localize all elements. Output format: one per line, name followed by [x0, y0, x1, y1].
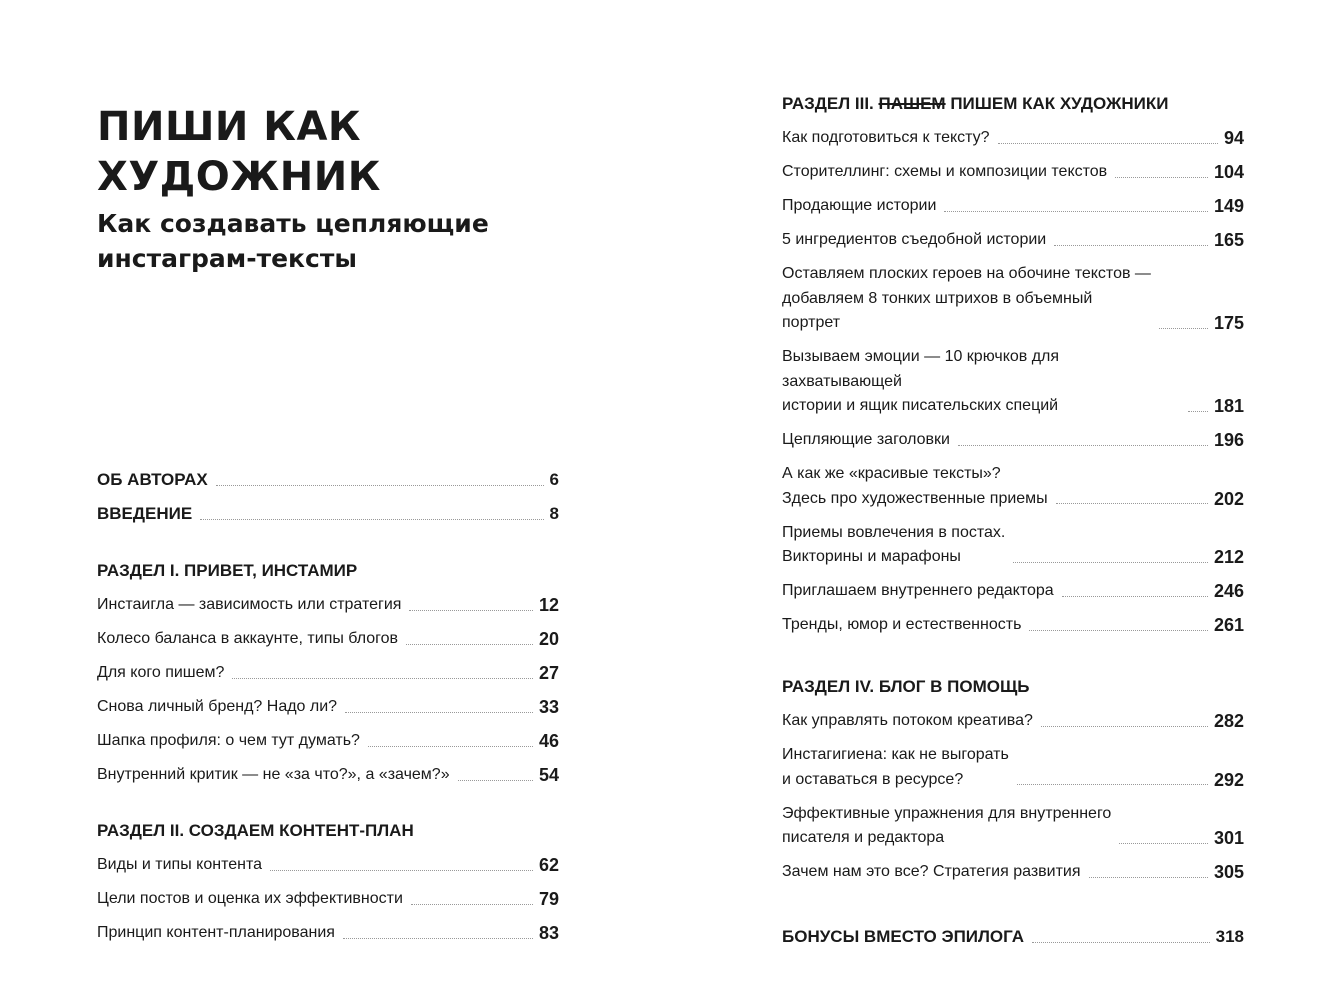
entry-title-line: БОНУСЫ ВМЕСТО ЭПИЛОГА	[782, 927, 1025, 946]
section-title: РАЗДЕЛ I. ПРИВЕТ, ИНСТАМИР	[97, 561, 358, 580]
page-number: 33	[538, 697, 559, 717]
leader-dots	[458, 780, 533, 781]
page-number: 20	[538, 629, 559, 649]
leader-dots	[1089, 877, 1208, 878]
toc-entry[interactable]	[782, 860, 1244, 885]
leader-dots	[232, 678, 533, 679]
entry-title	[97, 921, 335, 946]
entry-title-line: портрет	[782, 314, 841, 331]
entry-title-line: ОБ АВТОРАХ	[97, 470, 208, 489]
page-number: 83	[538, 923, 559, 943]
entry-title-line: Зачем нам это все? Стратегия развития	[782, 863, 1081, 880]
entry-title-line: Как управлять потоком креатива?	[782, 712, 1033, 729]
page-number: 46	[538, 731, 559, 751]
entry-title-line: Колесо баланса в аккаунте, типы блогов	[97, 630, 399, 647]
page-number: 196	[1213, 430, 1244, 450]
section-entries	[782, 126, 1244, 638]
toc-entry[interactable]	[97, 593, 559, 618]
section-entries	[97, 593, 559, 788]
leader-dots	[406, 644, 533, 645]
book-subtitle	[97, 206, 559, 276]
toc-entry[interactable]	[97, 695, 559, 720]
leader-dots	[270, 870, 533, 871]
entry-title	[782, 126, 990, 151]
section-3	[782, 92, 1244, 647]
entry-title-line: и оставаться в ресурсе?	[782, 770, 964, 788]
toc-entry[interactable]	[782, 126, 1244, 151]
page-number: 27	[538, 663, 559, 683]
page-number: 165	[1213, 230, 1244, 250]
toc-entry[interactable]	[782, 462, 1244, 511]
entry-title-line: Эффективные упражнения для внутреннего	[782, 804, 1112, 822]
section-title	[782, 92, 1244, 117]
page-number: 12	[538, 595, 559, 615]
leader-dots	[1188, 411, 1208, 412]
toc-entry[interactable]	[782, 160, 1244, 185]
section-2	[97, 819, 559, 955]
entry-title	[782, 579, 1054, 604]
left-page	[97, 102, 559, 955]
entry-title	[782, 709, 1033, 734]
entry-title-line: Снова личный бренд? Надо ли?	[97, 698, 338, 715]
entry-title-line: истории и ящик писательских специй	[782, 397, 1059, 414]
page-number: 149	[1213, 196, 1244, 216]
page-number: 318	[1215, 927, 1244, 946]
entry-title-line: Викторины и марафоны	[782, 548, 961, 565]
entry-title-line: Принцип контент-планирования	[97, 924, 335, 941]
toc-entry[interactable]	[782, 345, 1244, 419]
entry-title-line: Цели постов и оценка их эффективности	[97, 890, 403, 907]
entry-title-line: Оставляем плоских героев на обочине текстов —	[782, 265, 1151, 282]
entry-title-line: Инстаигла — зависимость или стратегия	[97, 596, 402, 613]
entry-title	[782, 428, 950, 453]
leader-dots	[200, 519, 543, 520]
page-number: 79	[538, 889, 559, 909]
leader-dots	[958, 445, 1208, 446]
leader-dots	[368, 746, 533, 747]
entry-title	[97, 695, 337, 720]
section-title: РАЗДЕЛ IV. БЛОГ В ПОМОЩЬ	[782, 677, 1030, 696]
page-number: 175	[1213, 313, 1244, 333]
toc-entry[interactable]	[97, 502, 559, 527]
leader-dots	[411, 904, 533, 905]
entry-title-line: Вызываем эмоции — 10 крючков для захватывающей	[782, 348, 1060, 390]
section-entries	[97, 853, 559, 946]
entry-title-line: Здесь про художественные приемы	[782, 489, 1048, 507]
entry-title	[97, 661, 224, 686]
section-title: РАЗДЕЛ II. СОЗДАЕМ КОНТЕНТ-ПЛАН	[97, 821, 414, 840]
entry-title-line: Продающие истории	[782, 197, 937, 214]
section-title-struck: ПАШЕМ	[878, 94, 946, 113]
entry-title-line: Для кого пишем?	[97, 664, 225, 681]
entry-title	[97, 627, 398, 652]
leader-dots	[216, 485, 544, 486]
page-number: 202	[1213, 488, 1244, 509]
toc-entry[interactable]	[782, 743, 1244, 792]
entry-title-line: ВВЕДЕНИЕ	[97, 504, 193, 523]
entry-title-line: Приглашаем внутреннего редактора	[782, 582, 1054, 599]
leader-dots	[1115, 177, 1208, 178]
entry-title	[782, 194, 936, 219]
toc-entry[interactable]	[782, 262, 1244, 336]
toc-entry[interactable]	[97, 921, 559, 946]
entry-title	[782, 613, 1021, 638]
leader-dots	[1029, 630, 1208, 631]
subtitle-line: инстаграм-тексты	[97, 244, 357, 273]
entry-title	[782, 925, 1024, 950]
entry-title-line: Как подготовиться к тексту?	[782, 129, 990, 146]
page-number: 261	[1213, 615, 1244, 635]
entry-title	[782, 860, 1081, 885]
right-page	[782, 92, 1244, 959]
toc-entry[interactable]	[782, 228, 1244, 253]
entry-title-line: Тренды, юмор и естественность	[782, 616, 1022, 633]
toc-entry[interactable]	[97, 729, 559, 754]
entry-title-line: Внутренний критик — не «за что?», а «зачем?»	[97, 766, 450, 783]
entry-title-line: Сторителлинг: схемы и композиции текстов	[782, 163, 1108, 180]
entry-title-line: Цепляющие заголовки	[782, 431, 950, 448]
subtitle-line: Как создавать цепляющие	[97, 209, 489, 238]
toc-entry[interactable]	[782, 194, 1244, 219]
book-title: ПИШИ КАК ХУДОЖНИК	[97, 104, 381, 200]
page-number: 54	[538, 765, 559, 785]
page-number: 212	[1213, 547, 1244, 567]
entry-title	[97, 502, 192, 527]
section-entries	[782, 709, 1244, 885]
toc-entry[interactable]	[782, 579, 1244, 604]
leader-dots	[345, 712, 533, 713]
front-matter	[97, 468, 559, 536]
entry-title	[782, 802, 1111, 851]
entry-title	[782, 462, 1048, 511]
entry-title	[97, 468, 208, 493]
entry-title-line: А как же «красивые тексты»?	[782, 465, 1001, 482]
page-number: 301	[1213, 828, 1244, 848]
toc-entry[interactable]	[782, 709, 1244, 734]
leader-dots	[1013, 562, 1208, 563]
entry-title	[782, 521, 1005, 570]
toc-entry[interactable]	[97, 887, 559, 912]
page-number: 8	[549, 504, 559, 523]
section-4	[782, 675, 1244, 894]
entry-title-line: Инстагигиена: как не выгорать	[782, 746, 1009, 763]
section-title-rest: ПИШЕМ КАК ХУДОЖНИКИ	[950, 94, 1169, 113]
leader-dots	[1159, 328, 1208, 329]
toc-entry[interactable]	[782, 521, 1244, 570]
toc-entry[interactable]	[782, 428, 1244, 453]
leader-dots	[1041, 726, 1208, 727]
back-matter	[782, 925, 1244, 959]
entry-title	[782, 262, 1151, 336]
leader-dots	[343, 938, 533, 939]
leader-dots	[998, 143, 1218, 144]
page-number: 94	[1223, 128, 1244, 148]
toc-entry[interactable]	[97, 627, 559, 652]
page-number: 181	[1213, 396, 1244, 416]
entry-title-line: Виды и типы контента	[97, 856, 262, 873]
leader-dots	[944, 211, 1208, 212]
entry-title-line: Шапка профиля: о чем тут думать?	[97, 732, 360, 749]
leader-dots	[1062, 596, 1208, 597]
leader-dots	[1054, 245, 1208, 246]
page-number: 305	[1213, 862, 1244, 882]
leader-dots	[1017, 784, 1208, 785]
section-title-prefix: РАЗДЕЛ III.	[782, 94, 874, 113]
entry-title	[97, 763, 450, 788]
entry-title	[97, 887, 403, 912]
page-number: 62	[538, 855, 559, 875]
page-number: 104	[1213, 162, 1244, 182]
entry-title	[782, 345, 1180, 419]
leader-dots	[409, 610, 533, 611]
section-1	[97, 559, 559, 797]
entry-title-line: 5 ингредиентов съедобной истории	[782, 231, 1047, 248]
entry-title	[97, 729, 360, 754]
entry-title	[782, 160, 1107, 185]
page-number: 246	[1213, 581, 1244, 601]
toc-entry[interactable]	[782, 802, 1244, 851]
toc-entry[interactable]	[782, 613, 1244, 638]
toc-entry[interactable]	[782, 925, 1244, 950]
entry-title	[97, 593, 401, 618]
toc-entry[interactable]	[97, 853, 559, 878]
toc-entry[interactable]	[97, 468, 559, 493]
page-number: 6	[549, 470, 559, 489]
toc-entry[interactable]	[97, 661, 559, 686]
page-number: 292	[1213, 769, 1244, 790]
leader-dots	[1032, 942, 1210, 943]
entry-title	[97, 853, 262, 878]
page-number: 282	[1213, 711, 1244, 731]
toc-entry[interactable]	[97, 763, 559, 788]
entry-title-line: Приемы вовлечения в постах.	[782, 523, 1006, 541]
entry-title-line: писателя и редактора	[782, 829, 945, 846]
leader-dots	[1056, 503, 1208, 504]
entry-title-line: добавляем 8 тонких штрихов в объемный	[782, 289, 1093, 307]
leader-dots	[1119, 843, 1208, 844]
entry-title	[782, 228, 1046, 253]
entry-title	[782, 743, 1009, 792]
